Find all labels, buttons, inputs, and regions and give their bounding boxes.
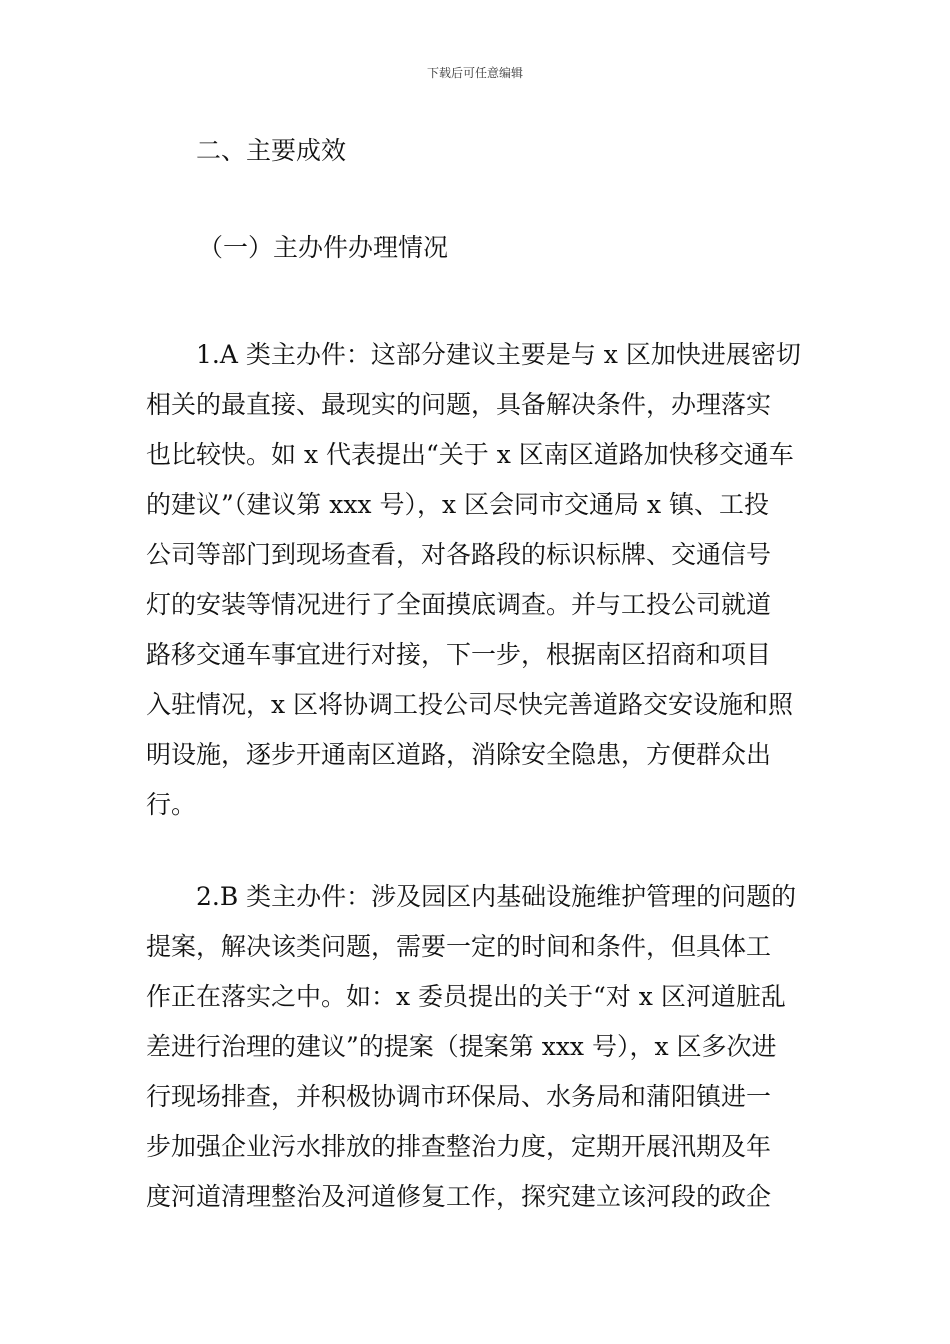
paragraph-line: 公司等部门到现场查看，对各路段的标识标牌、交通信号: [146, 540, 772, 569]
paragraph-line: 行现场排查，并积极协调市环保局、水务局和蒲阳镇进一: [146, 1082, 772, 1111]
paragraph-line: 差进行治理的建议”的提案（提案第 xxx 号），x 区多次进: [146, 1032, 777, 1061]
paragraph-line: 相关的最直接、最现实的问题，具备解决条件，办理落实: [146, 390, 772, 419]
paragraph-line: 也比较快。如 x 代表提出“关于 x 区南区道路加快移交通车: [146, 440, 794, 469]
paragraph-line: 1.A 类主办件：这部分建议主要是与 x 区加快进展密切: [146, 340, 801, 369]
paragraph-line: 度河道清理整治及河道修复工作，探究建立该河段的政企: [146, 1182, 772, 1211]
paragraph-line: 2.B 类主办件：涉及园区内基础设施维护管理的问题的: [146, 882, 797, 911]
paragraph-line: 的建议”（建议第 xxx 号），x 区会同市交通局 x 镇、工投: [146, 490, 770, 519]
paragraph-line: 作正在落实之中。如：x 委员提出的关于“对 x 区河道脏乱: [146, 982, 786, 1011]
page-header-note: 下载后可任意编辑: [426, 66, 523, 80]
section-heading: 二、主要成效: [196, 136, 347, 165]
paragraph-a-class: [146, 330, 816, 830]
paragraph-line: 提案，解决该类问题，需要一定的时间和条件，但具体工: [146, 932, 772, 961]
paragraph-line: 行。: [146, 790, 197, 819]
paragraph-line: 明设施，逐步开通南区道路，消除安全隐患，方便群众出: [146, 740, 772, 769]
paragraph-b-class: [146, 872, 816, 1222]
paragraph-line: 灯的安装等情况进行了全面摸底调查。并与工投公司就道: [146, 590, 772, 619]
subsection-heading: （一）主办件办理情况: [198, 233, 449, 262]
paragraph-line: 路移交通车事宜进行对接，下一步，根据南区招商和项目: [146, 640, 772, 669]
paragraph-line: 步加强企业污水排放的排查整治力度，定期开展汛期及年: [146, 1132, 772, 1161]
paragraph-line: 入驻情况，x 区将协调工投公司尽快完善道路交安设施和照: [146, 690, 794, 719]
